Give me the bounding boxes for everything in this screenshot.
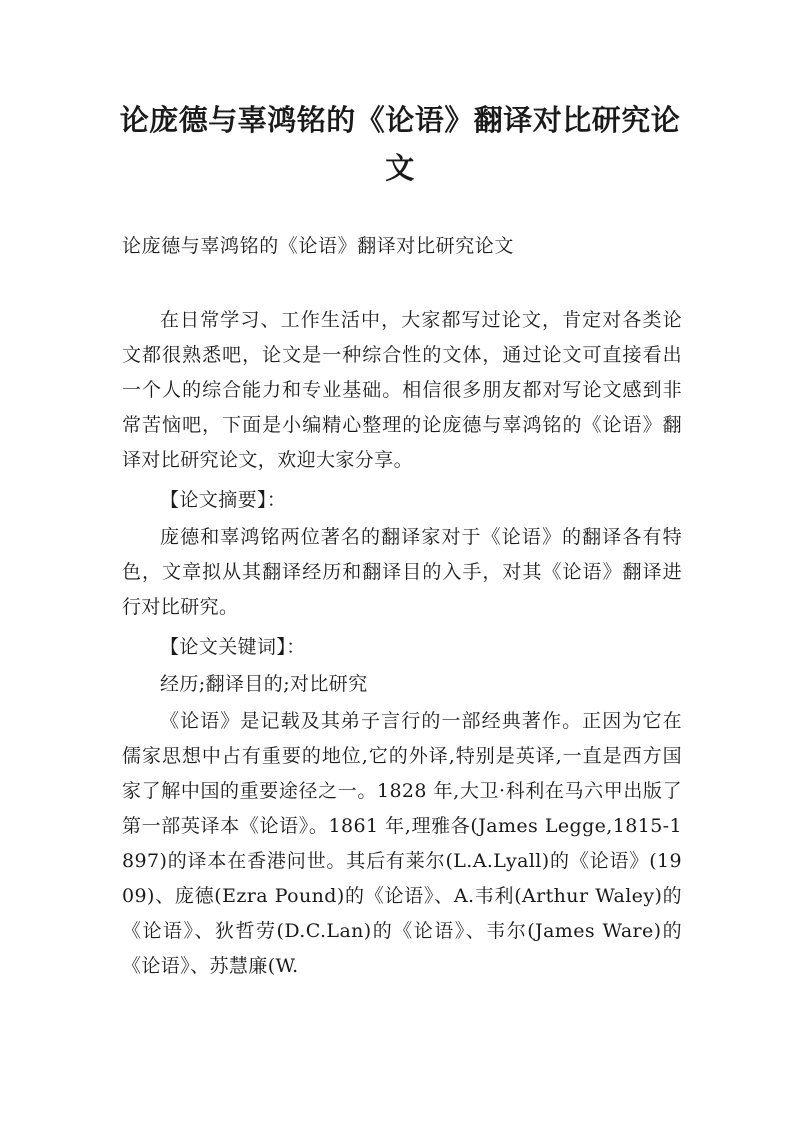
keywords-paragraph: 经历;翻译目的;对比研究 <box>160 673 368 695</box>
document-subtitle: 论庞德与辜鸿铭的《论语》翻译对比研究论文 <box>122 235 515 257</box>
body-paragraph: 《论语》是记载及其弟子言行的一部经典著作。正因为它在儒家思想中占有重要的地位,它的外译,特别是英译,一直是西方国家了解中国的重要途径之一。1828 年,大卫·科利在马六甲出版了第一部英译本《论语》。1861 年,理雅各(James Legge,1815-1897)的译本在香港问世。其后有莱尔(L.A.Lyall)的《论语》(1909)、庞德(Ezra Pound)的《论语》、A.韦利(Arthur Waley)的《论语》、狄哲劳(D.C.Lan)的《论语》、韦尔(James Ware)的《论语》、苏慧廉(W. <box>122 710 682 977</box>
document-title: 论庞德与辜鸿铭的《论语》翻译对比研究论文 <box>119 103 681 185</box>
keywords-heading: 【论文关键词】： <box>160 636 306 658</box>
abstract-heading: 【论文摘要】： <box>160 489 287 511</box>
abstract-paragraph: 庞德和辜鸿铭两位著名的翻译家对于《论语》的翻译各有特色，文章拟从其翻译经历和翻译目的入手，对其《论语》翻译进行对比研究。 <box>122 526 682 618</box>
intro-paragraph: 在日常学习、工作生活中，大家都写过论文，肯定对各类论文都很熟悉吧，论文是一种综合性的文体，通过论文可直接看出一个人的综合能力和专业基础。相信很多朋友都对写论文感到非常苦恼吧，下面是小编精心整理的论庞德与辜鸿铭的《论语》翻译对比研究论文，欢迎大家分享。 <box>122 309 682 471</box>
document-body <box>122 303 682 989</box>
